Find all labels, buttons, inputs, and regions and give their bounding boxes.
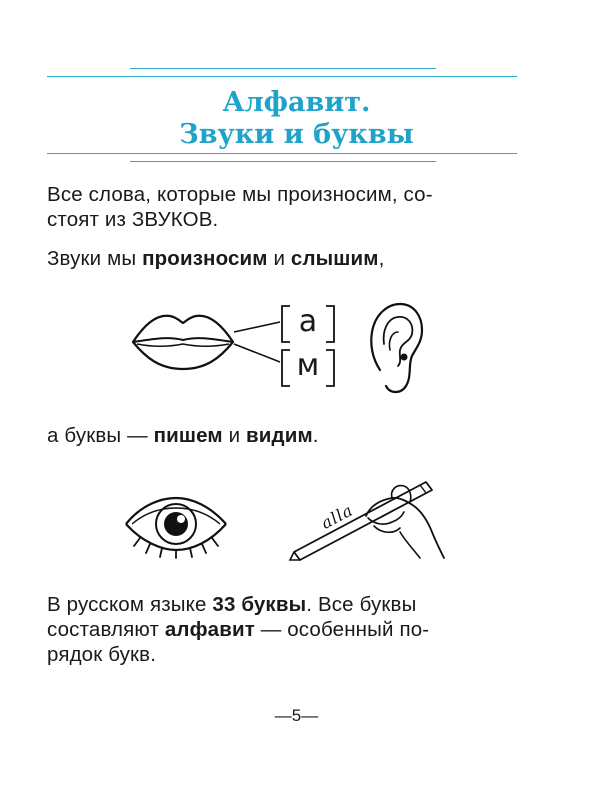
bold-word-see: видим — [246, 424, 313, 447]
bold-word-hear: слышим — [290, 247, 379, 270]
bold-word-alphabet: алфавит — [164, 618, 255, 641]
alphabet-line-1: В русском языке 33 буквы. Все буквы — [47, 593, 417, 616]
paragraph-alphabet — [47, 592, 517, 667]
title-line-1: Алфавит. — [222, 87, 371, 118]
bold-word-speak: произносим — [142, 247, 268, 270]
lips-icon — [128, 306, 238, 376]
alphabet-line-2: составляют алфавит — особенный по- — [47, 618, 430, 641]
sound-m-label: м — [296, 348, 320, 383]
header-rule-bottom-short — [130, 161, 436, 162]
page-number: —5— — [274, 706, 319, 725]
paragraph-write-see: а буквы — пишем и видим. — [47, 424, 319, 447]
header-rule-bottom-long — [47, 153, 517, 154]
bold-word-write: пишем — [153, 424, 223, 447]
ear-icon — [366, 300, 426, 396]
paragraph-hear-speak: Звуки мы произносим и слышим, — [47, 247, 385, 270]
alphabet-line-3: рядок букв. — [47, 643, 157, 666]
header-rule-top-long — [47, 76, 517, 77]
header-rule-top-short — [130, 68, 436, 69]
bold-letter-count: 33 буквы — [212, 593, 307, 616]
sound-a-label: а — [298, 304, 318, 339]
handwriting-text: alla — [318, 500, 357, 533]
title-line-2: Звуки и буквы — [179, 119, 414, 150]
paragraph-sounds-intro: Все слова, которые мы произносим, со- стоят из ЗВУКОВ. — [47, 183, 433, 231]
eye-icon — [120, 494, 232, 560]
page-title — [0, 87, 593, 151]
writing-hand-icon — [288, 472, 448, 562]
